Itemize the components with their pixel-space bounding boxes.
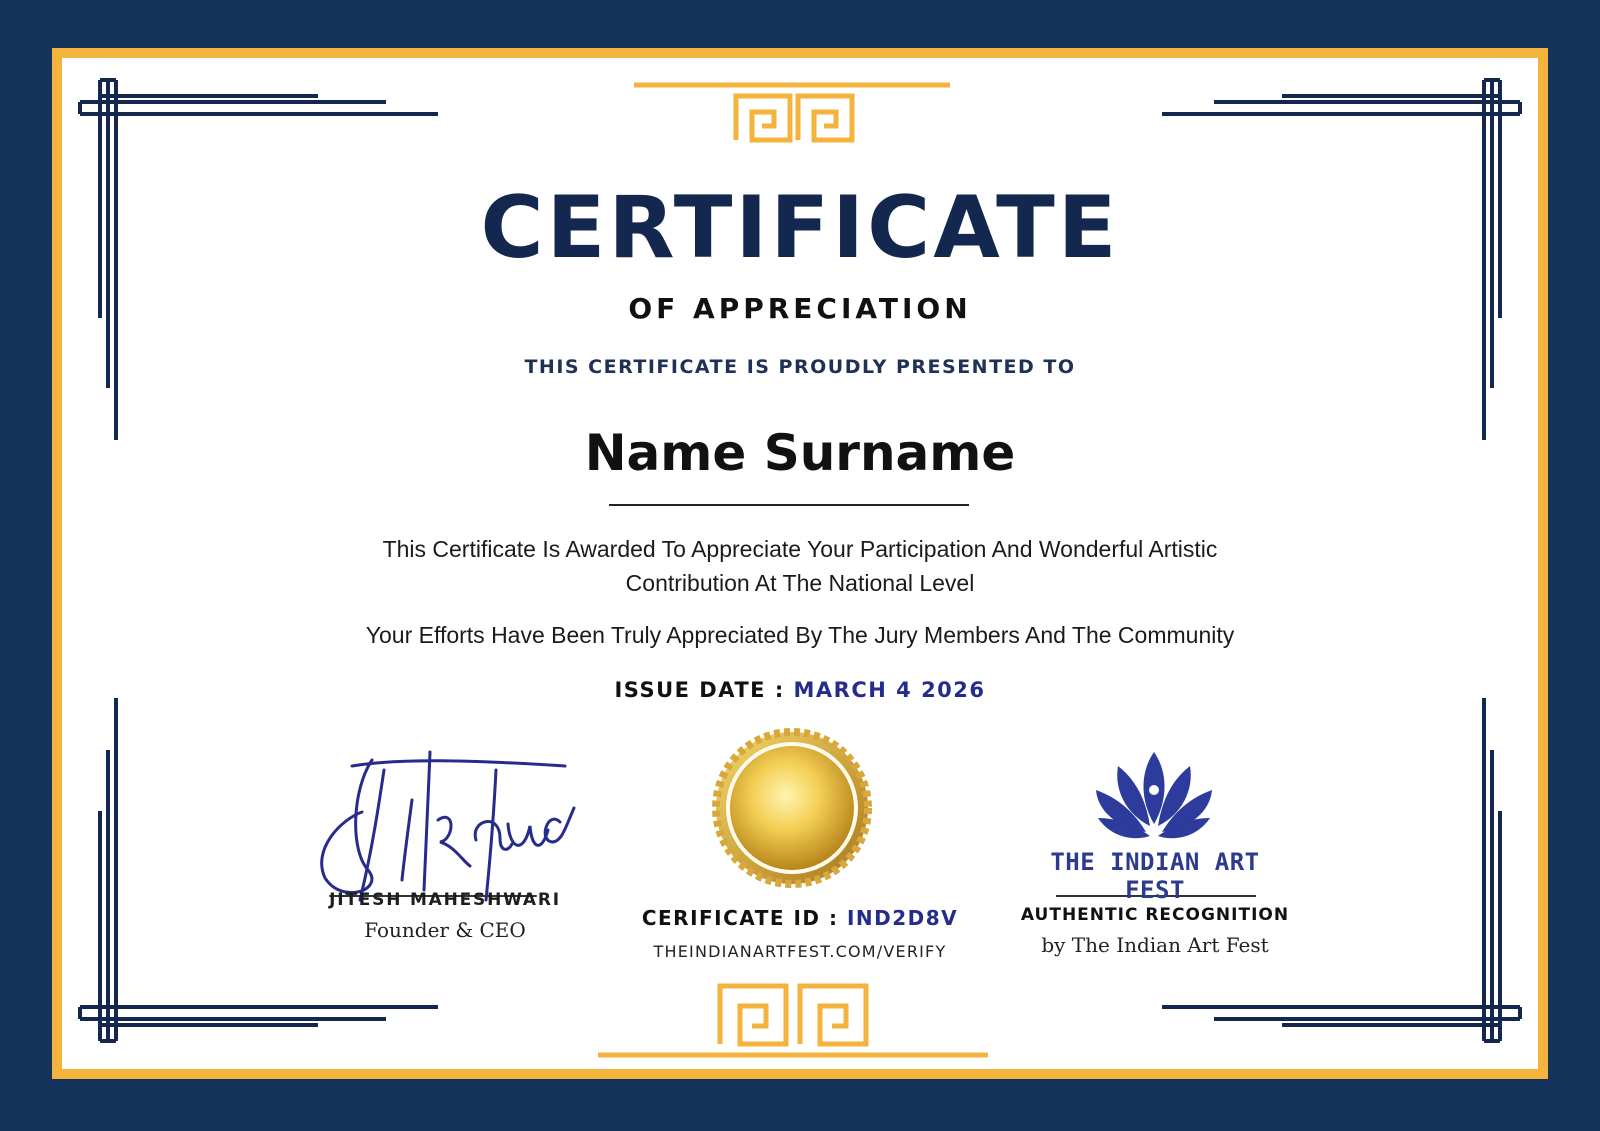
certificate-id-value: IND2D8V (846, 906, 959, 930)
certificate-id-block (620, 906, 980, 961)
issue-date-label: ISSUE DATE : (614, 678, 785, 702)
presented-to-text: THIS CERTIFICATE IS PROUDLY PRESENTED TO (524, 356, 1076, 378)
appreciation-text: Your Efforts Have Been Truly Appreciated By The Jury Members And The Community (365, 622, 1235, 648)
award-description (0, 532, 1600, 600)
award-description-line-2: Contribution At The National Level (625, 570, 975, 596)
award-description-line-1: This Certificate Is Awarded To Appreciate Your Participation And Wonderful Artistic (382, 536, 1218, 562)
certificate-title: CERTIFICATE (480, 178, 1120, 278)
signature-block (300, 890, 590, 942)
issue-date-row (0, 678, 1600, 702)
brand-block (1000, 905, 1310, 957)
signatory-role: Founder & CEO (364, 918, 526, 942)
brand-logo-text: THE INDIAN ART FEST (1050, 848, 1260, 904)
brand-by-line: by The Indian Art Fest (1041, 933, 1269, 957)
authentic-recognition: AUTHENTIC RECOGNITION (1020, 905, 1290, 925)
certificate-id-label: CERIFICATE ID : (641, 906, 839, 930)
issue-date-value: MARCH 4 2026 (793, 678, 986, 702)
signatory-name: JITESH MAHESHWARI (329, 890, 561, 910)
certificate-subtitle: OF APPRECIATION (628, 292, 972, 325)
certificate-id-row (620, 906, 980, 930)
verify-url: THEINDIANARTFEST.COM/VERIFY (653, 942, 947, 961)
name-underline (609, 504, 969, 506)
recipient-name: Name Surname (584, 424, 1016, 482)
